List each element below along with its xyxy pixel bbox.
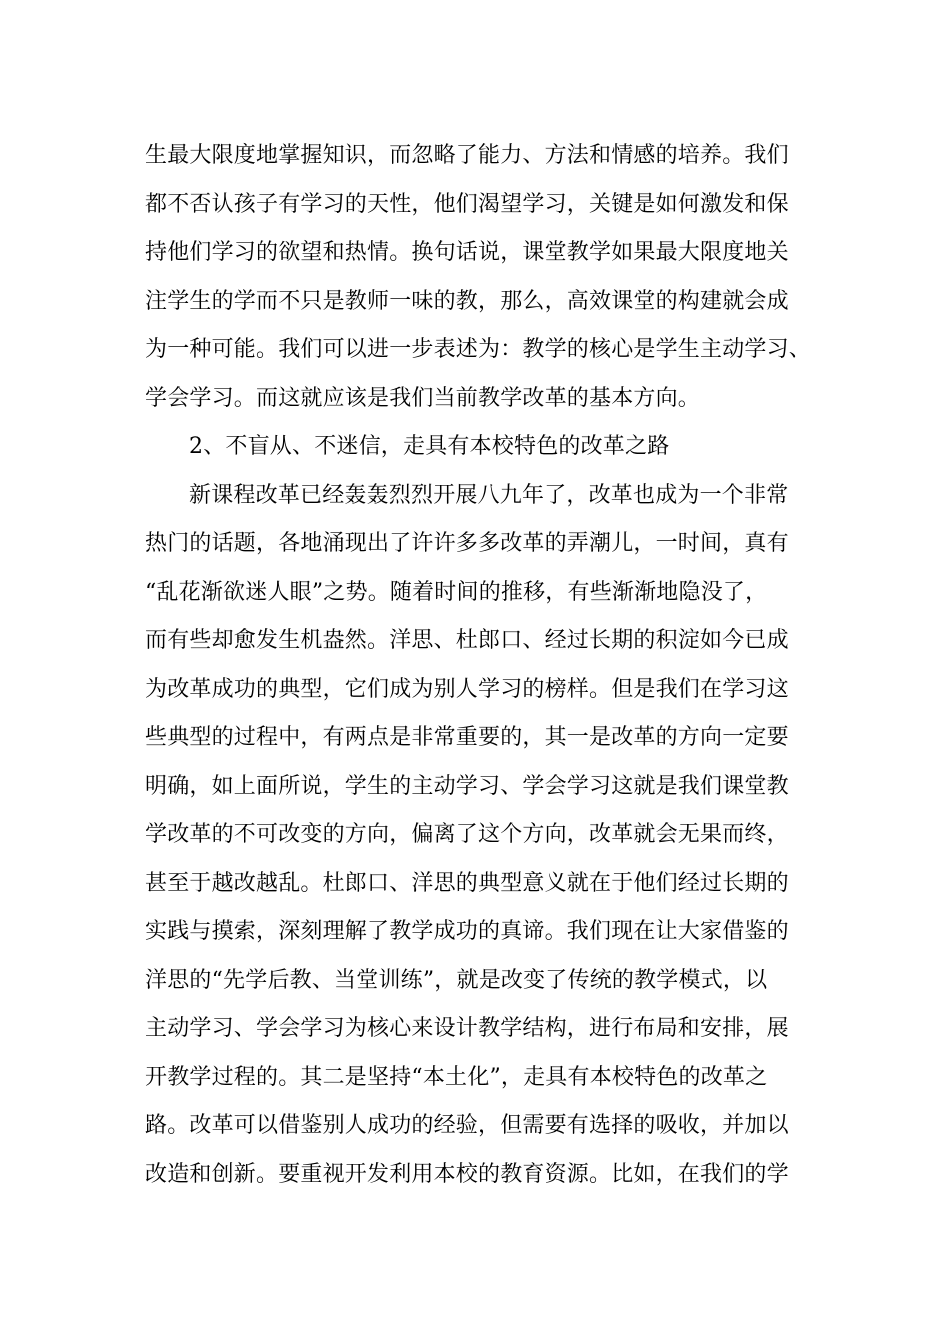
section-heading: 2、不盲从、不迷信，走具有本校特色的改革之路 — [189, 434, 670, 459]
text-line: 新课程改革已经轰轰烈烈开展八九年了，改革也成为一个非常 — [189, 482, 789, 508]
text-line: 热门的话题，各地涌现出了许许多多改革的弄潮儿，一时间，真有 — [145, 531, 789, 556]
text-line: 为改革成功的典型，它们成为别人学习的榜样。但是我们在学习这 — [145, 676, 789, 702]
text-line: 主动学习、学会学习为核心来设计教学结构，进行布局和安排，展 — [145, 1016, 789, 1041]
body-text — [145, 132, 825, 1199]
text-line: 而有些却愈发生机盎然。洋思、杜郎口、经过长期的积淀如今已成 — [145, 628, 789, 653]
text-line: 明确，如上面所说，学生的主动学习、学会学习这就是我们课堂教 — [145, 773, 789, 799]
text-line: 注学生的学而不只是教师一味的教，那么，高效课堂的构建就会成 — [145, 288, 789, 314]
text-line: 都不否认孩子有学习的天性，他们渴望学习，关键是如何激发和保 — [145, 191, 789, 217]
text-line: 洋思的“先学后教、当堂训练”，就是改变了传统的教学模式，以 — [145, 967, 768, 993]
text-line: 学改革的不可改变的方向，偏离了这个方向，改革就会无果而终， — [145, 822, 789, 847]
text-line: 甚至于越改越乱。杜郎口、洋思的典型意义就在于他们经过长期的 — [145, 870, 789, 896]
text-line: 生最大限度地掌握知识，而忽略了能力、方法和情感的培养。我们 — [145, 143, 789, 168]
text-line: 实践与摸索，深刻理解了教学成功的真谛。我们现在让大家借鉴的 — [145, 919, 789, 944]
text-line: 持他们学习的欲望和热情。换句话说，课堂教学如果最大限度地关 — [145, 240, 789, 265]
text-line: 路。改革可以借鉴别人成功的经验，但需要有选择的吸收，并加以 — [145, 1113, 789, 1138]
text-line: “乱花渐欲迷人眼”之势。随着时间的推移，有些渐渐地隐没了， — [145, 579, 768, 605]
text-line: 开教学过程的。其二是坚持“本土化”，走具有本校特色的改革之 — [145, 1064, 768, 1090]
text-line: 学会学习。而这就应该是我们当前教学改革的基本方向。 — [145, 385, 701, 411]
text-line: 些典型的过程中，有两点是非常重要的，其一是改革的方向一定要 — [145, 725, 789, 750]
text-line: 改造和创新。要重视开发利用本校的教育资源。比如，在我们的学 — [145, 1161, 789, 1187]
text-line: 为一种可能。我们可以进一步表述为：教学的核心是学生主动学习、 — [145, 337, 812, 362]
